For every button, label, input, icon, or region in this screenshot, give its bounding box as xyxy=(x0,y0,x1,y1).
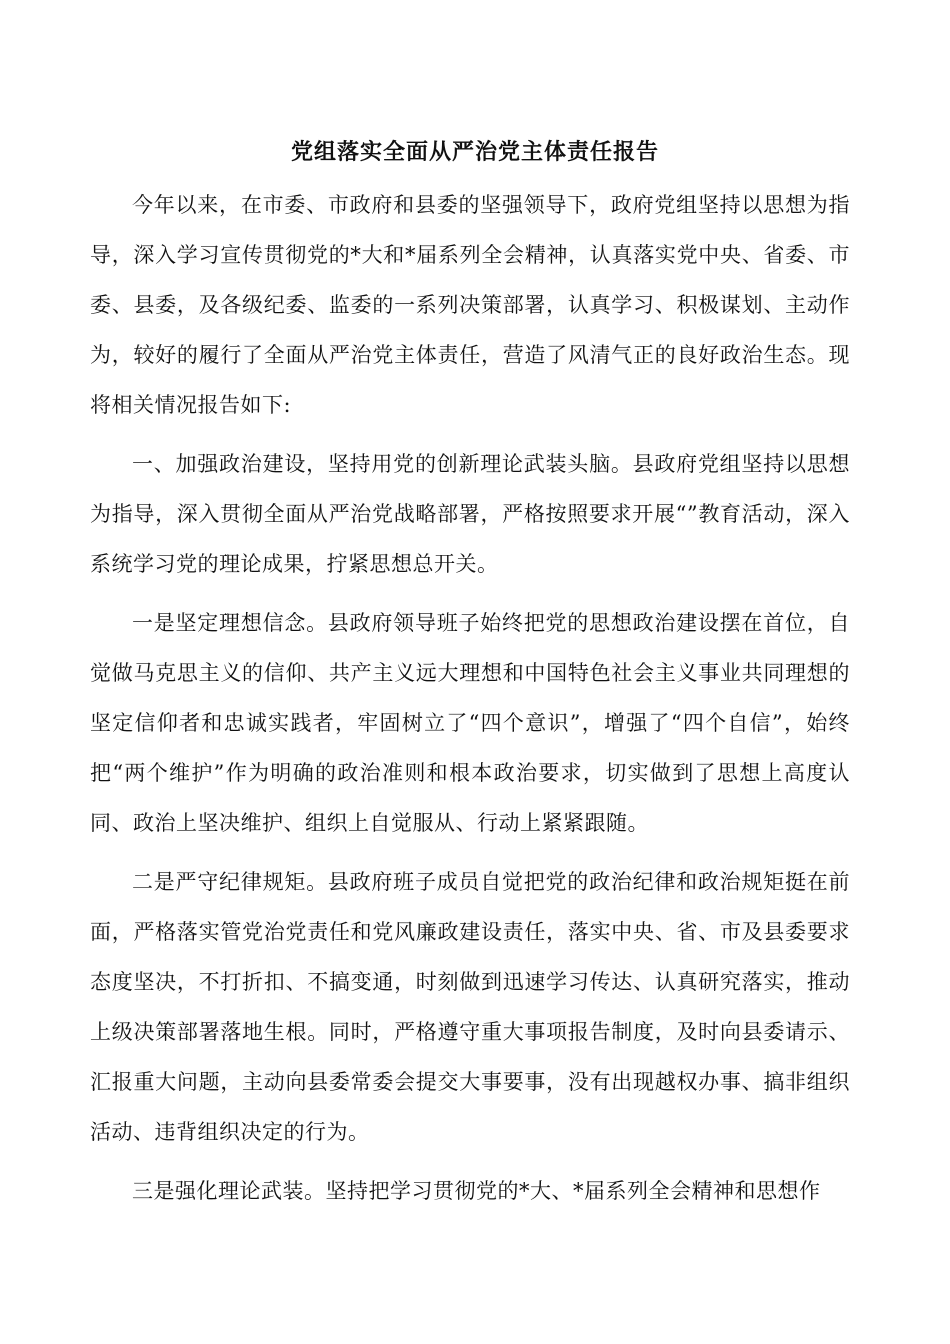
paragraph-section-one: 一、加强政治建设，坚持用党的创新理论武装头脑。县政府党组坚持以思想为指导，深入贯彻全面从严治党战略部署，严格按照要求开展“”教育活动，深入系统学习党的理论成果，拧紧思想总开关。 xyxy=(90,452,850,576)
document-body xyxy=(90,180,850,1216)
document-title: 党组落实全面从严治党主体责任报告 xyxy=(290,139,659,165)
paragraph-intro: 今年以来，在市委、市政府和县委的坚强领导下，政府党组坚持以思想为指导，深入学习宣传贯彻党的*大和*届系列全会精神，认真落实党中央、省委、市委、县委，及各级纪委、监委的一系列决策部署，认真学习、积极谋划、主动作为，较好的履行了全面从严治党主体责任，营造了风清气正的良好政治生态。现将相关情况报告如下: xyxy=(90,193,850,417)
paragraph-point-three: 三是强化理论武装。坚持把学习贯彻党的*大、*届系列全会精神和思想作 xyxy=(132,1179,821,1203)
paragraph-point-one: 一是坚定理想信念。县政府领导班子始终把党的思想政治建设摆在首位，自觉做马克思主义的信仰、共产主义远大理想和中国特色社会主义事业共同理想的坚定信仰者和忠诚实践者，牢固树立了“四个意识”，增强了“四个自信”，始终把“两个维护”作为明确的政治准则和根本政治要求，切实做到了思想上高度认同、政治上坚决维护、组织上自觉服从、行动上紧紧跟随。 xyxy=(90,611,850,835)
paragraph-point-two: 二是严守纪律规矩。县政府班子成员自觉把党的政治纪律和政治规矩挺在前面，严格落实管党治党责任和党风廉政建设责任，落实中央、省、市及县委要求态度坚决，不打折扣、不搞变通，时刻做到迅速学习传达、认真研究落实，推动上级决策部署落地生根。同时，严格遵守重大事项报告制度，及时向县委请示、汇报重大问题，主动向县委常委会提交大事要事，没有出现越权办事、搞非组织活动、违背组织决定的行为。 xyxy=(90,870,850,1144)
